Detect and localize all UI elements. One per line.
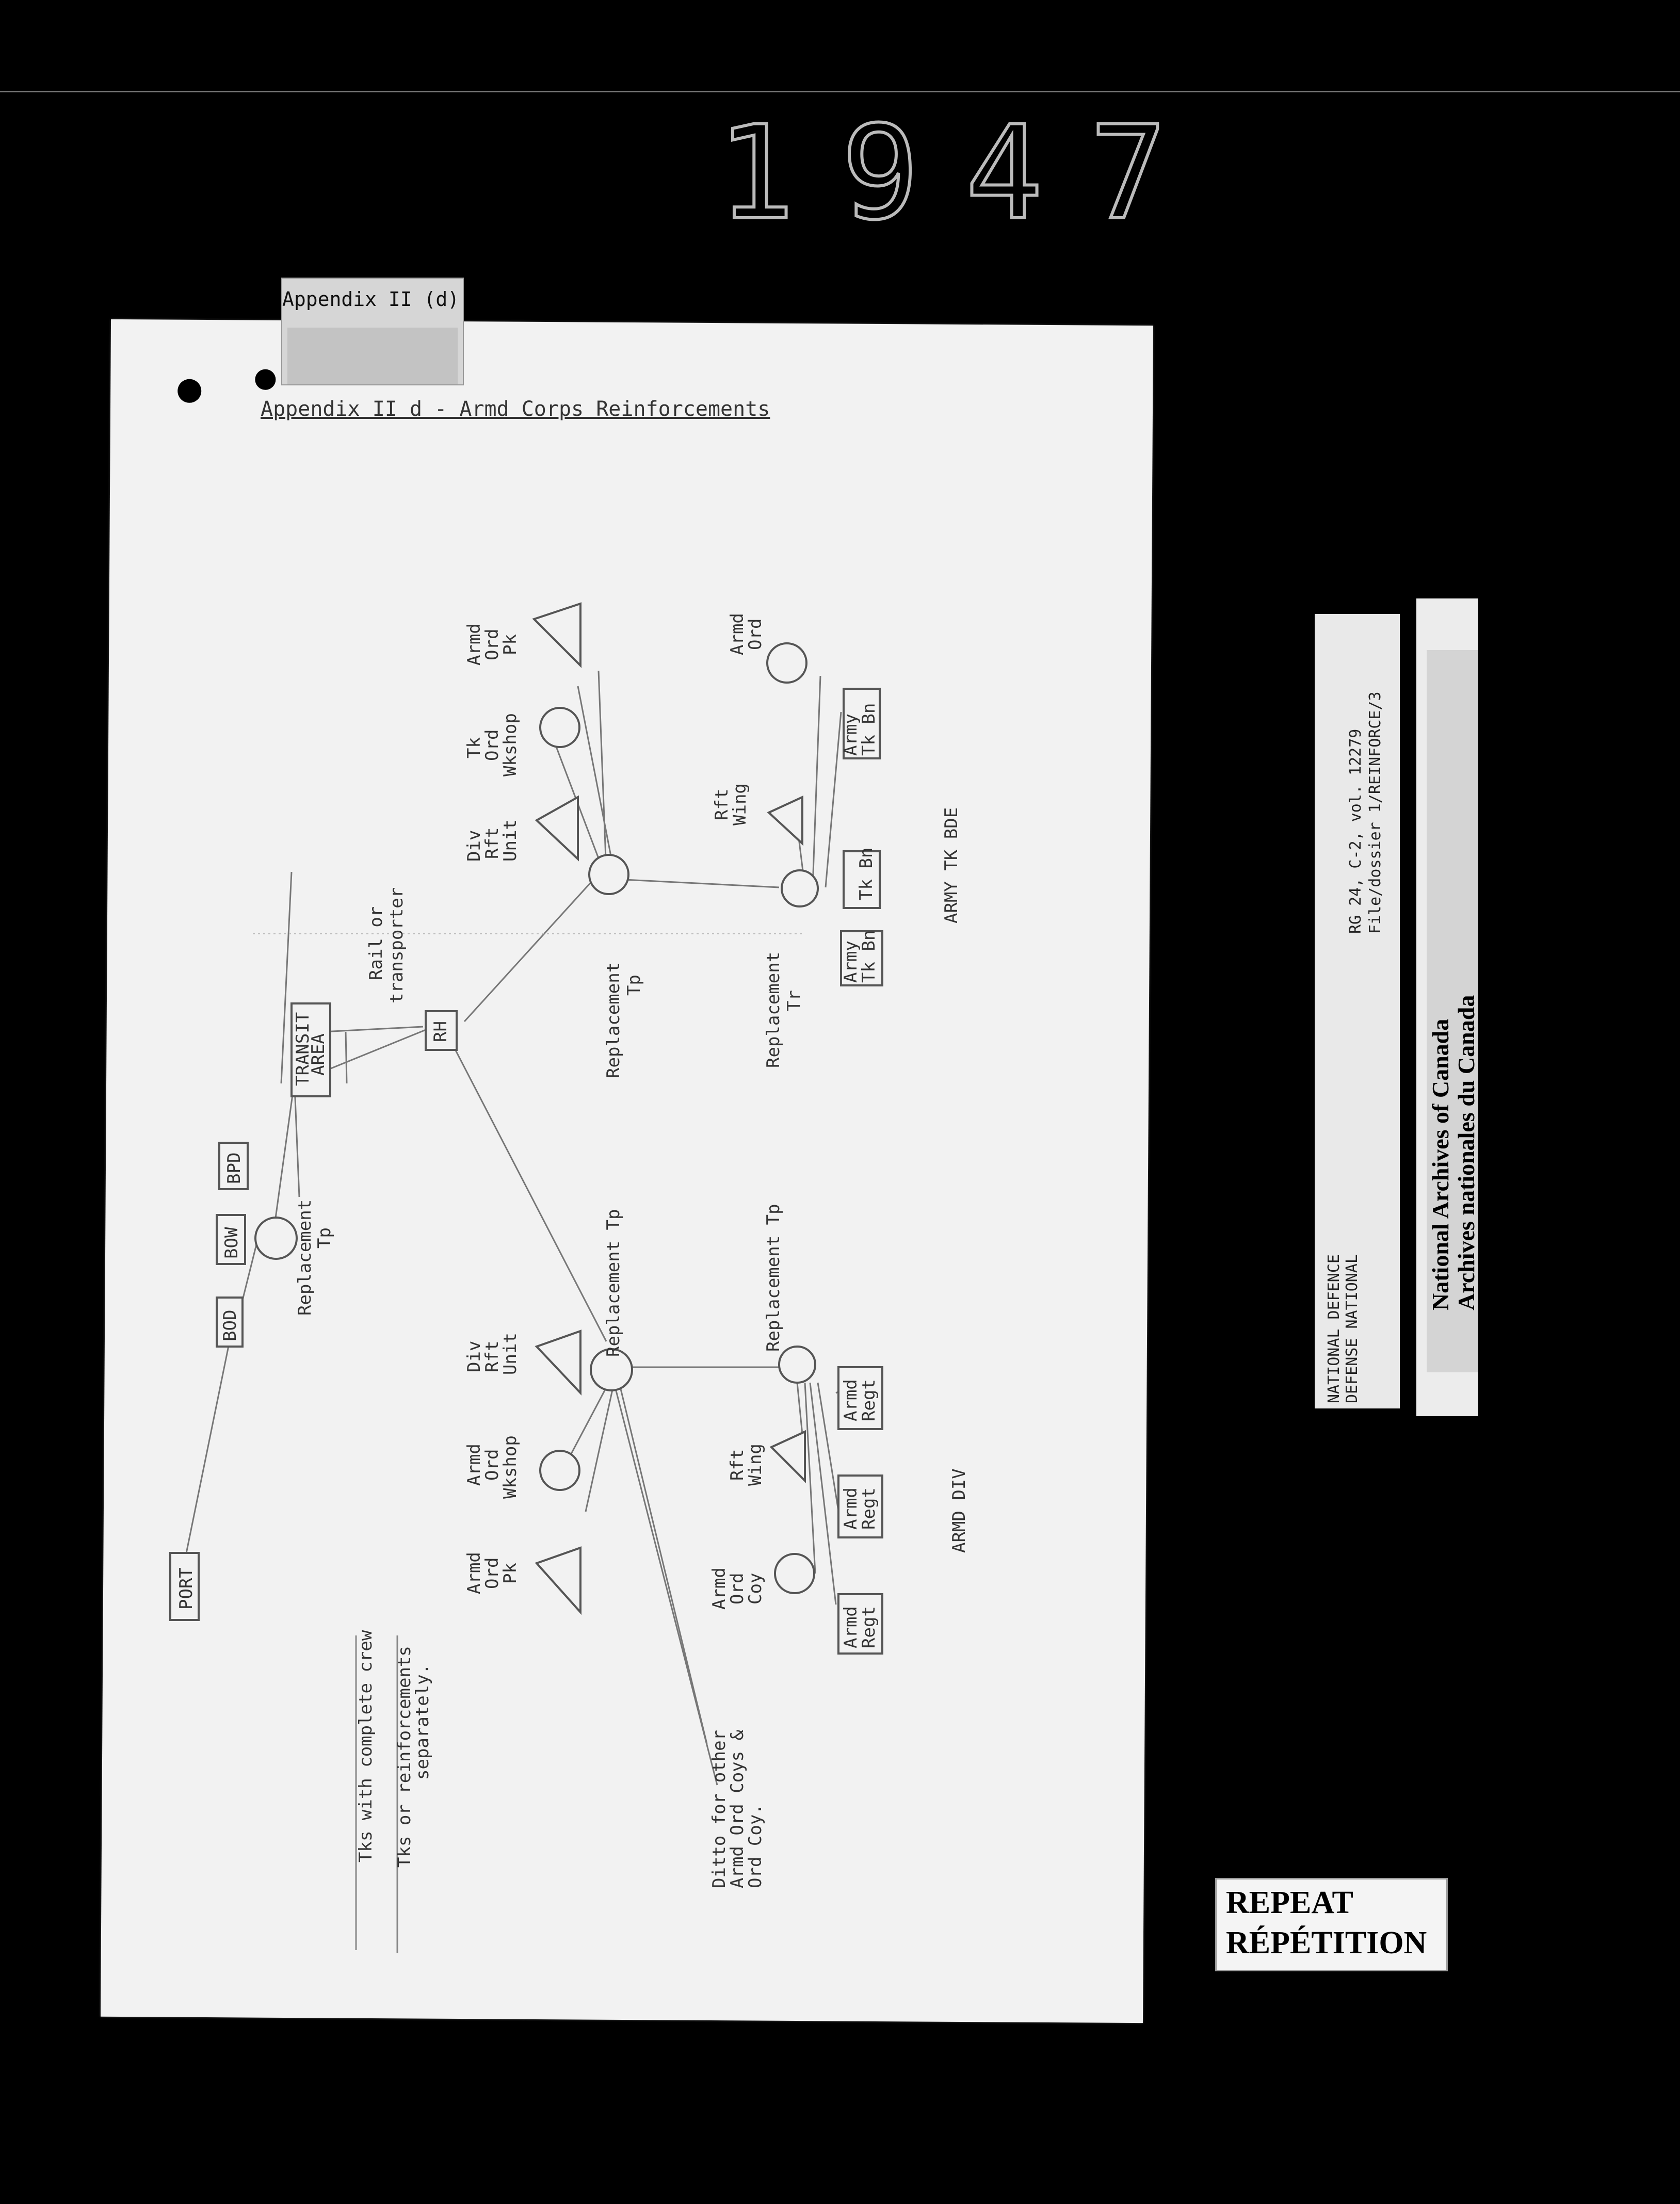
wkshop-label: Wkshop	[500, 1435, 521, 1499]
replacement-circle	[782, 870, 818, 906]
bow-label: BOW	[221, 1227, 242, 1259]
div-label: Div	[464, 830, 484, 862]
replacement-label: Replacement	[763, 951, 784, 1068]
army-tk-bde-label: ARMY TK BDE	[941, 807, 962, 923]
rft-label: Rft	[727, 1449, 748, 1481]
armd-label: Armd	[464, 1444, 484, 1486]
archive-ref-line: File/dossier 1/REINFORCE/3	[1366, 691, 1384, 934]
tk-bn-label: Tk Bn	[856, 847, 877, 900]
armd-label: Armd	[841, 1487, 861, 1530]
armd-label: Armd	[841, 1379, 861, 1421]
pk-label: Pk	[500, 634, 521, 655]
bod-label: BOD	[220, 1309, 240, 1341]
rft-wing-triangle	[771, 1432, 805, 1481]
replacement-circle	[779, 1347, 815, 1383]
flow-arrow	[464, 880, 593, 1022]
flow-arrow	[826, 712, 841, 887]
army-label: Army	[841, 714, 861, 756]
ord-label: Ord	[745, 618, 766, 650]
div-label: Div	[464, 1340, 484, 1372]
pk-label: Pk	[500, 1563, 521, 1584]
regt-label: Regt	[859, 1487, 879, 1530]
ord-label: Ord	[482, 1557, 503, 1589]
armd-div-label: ARMD DIV	[949, 1468, 970, 1553]
repeat-stamp	[1215, 1878, 1448, 1971]
rft-unit-triangle	[537, 1331, 580, 1393]
armd-label: Armd	[727, 613, 748, 655]
wkshop-label: Wkshop	[500, 713, 521, 776]
legend-text: Tks with complete crew	[356, 1630, 376, 1862]
port-label: PORT	[176, 1567, 197, 1610]
flow-arrow	[599, 671, 606, 872]
flow-arrow	[619, 1383, 707, 1744]
tk-bn-label: Tk Bn	[859, 930, 879, 983]
ord-label: Ord	[482, 729, 503, 761]
legend-text: separately.	[412, 1663, 433, 1780]
area-label: AREA	[308, 1033, 329, 1076]
wing-label: Wing	[745, 1444, 766, 1486]
tp-label: Tp	[624, 975, 644, 996]
ord-label: Ord	[482, 628, 503, 660]
rft-label: Rft	[482, 1340, 503, 1372]
workshop-circle	[540, 1451, 579, 1490]
flow-arrow	[454, 1047, 606, 1341]
document-heading: Appendix II d - Armd Corps Reinforcements	[261, 397, 770, 421]
flow-arrow	[183, 1316, 235, 1568]
replacement-tp-label: Replacement Tp	[603, 1209, 624, 1357]
transit-label: TRANSIT	[293, 1012, 313, 1086]
flow-arrow	[586, 1383, 614, 1512]
flow-arrow	[578, 686, 614, 872]
tk-label: Tk	[464, 737, 484, 758]
flow-arrow	[281, 872, 292, 1083]
flow-arrow	[273, 1083, 294, 1233]
bpd-label: BPD	[224, 1152, 245, 1184]
regt-label: Regt	[859, 1379, 879, 1421]
replacement-tp-label: Replacement Tp	[763, 1204, 784, 1352]
park-triangle	[537, 1548, 580, 1612]
unit-label: Unit	[500, 819, 521, 862]
transporter-label: transporter	[386, 887, 407, 1003]
rft-label: Rft	[712, 788, 732, 820]
rh-label: RH	[430, 1021, 451, 1042]
park-triangle	[534, 604, 580, 666]
army-label: Army	[841, 941, 861, 983]
repeat-text: REPEAT	[1226, 1885, 1353, 1920]
year-stamp: 1947	[717, 98, 1214, 248]
flow-arrow	[813, 676, 820, 887]
replacement-label: Replacement	[603, 962, 624, 1078]
flow-arrow	[624, 880, 779, 887]
rft-label: Rft	[482, 827, 503, 859]
coy-label: Coy	[745, 1573, 766, 1605]
replacement-label: Replacement	[295, 1199, 315, 1316]
armd-label: Armd	[464, 623, 484, 666]
unit-label: Unit	[500, 1333, 521, 1375]
ditto-text: Ditto for other	[709, 1729, 730, 1888]
tk-bn-label: Tk Bn	[859, 703, 879, 756]
legend-text: Tks or reinforcements	[394, 1646, 415, 1868]
workshop-circle	[540, 708, 579, 747]
archive-ref-line: DEFENSE NATIONAL	[1343, 1254, 1361, 1403]
ditto-text: Ord Coy.	[745, 1804, 766, 1888]
rft-wing-triangle	[769, 797, 802, 844]
tp-label: Tp	[314, 1227, 335, 1249]
lac-name-en: National Archives of Canada	[1427, 1018, 1453, 1310]
ord-label: Ord	[727, 1573, 748, 1605]
rail-label: Rail or	[366, 906, 386, 980]
flow-arrow	[322, 1027, 423, 1032]
rft-unit-triangle	[537, 797, 578, 859]
armd-label: Armd	[841, 1606, 861, 1648]
national-archives-label	[1416, 598, 1478, 1416]
ditto-text: Armd Ord Coys &	[727, 1729, 748, 1888]
armd-label: Armd	[709, 1567, 730, 1610]
wing-label: Wing	[730, 783, 750, 825]
archive-ref-line: RG 24, C-2, vol. 12279	[1347, 728, 1365, 934]
ord-circle	[767, 643, 806, 683]
ord-coy-circle	[775, 1554, 814, 1593]
lac-name-fr: Archives nationales du Canada	[1453, 995, 1479, 1310]
flow-arrow	[346, 1032, 347, 1083]
tr-label: Tr	[784, 990, 804, 1011]
regt-label: Regt	[859, 1606, 879, 1648]
archive-reference-label	[1315, 614, 1400, 1408]
repetition-text: RÉPÉTITION	[1226, 1925, 1427, 1960]
appendix-tab-text: Appendix II (d)	[282, 288, 460, 311]
archive-ref-line: NATIONAL DEFENCE	[1325, 1254, 1343, 1403]
replacement-circle	[589, 855, 628, 894]
ord-label: Ord	[482, 1449, 503, 1481]
replacement-circle	[255, 1218, 297, 1259]
armd-label: Armd	[464, 1552, 484, 1594]
